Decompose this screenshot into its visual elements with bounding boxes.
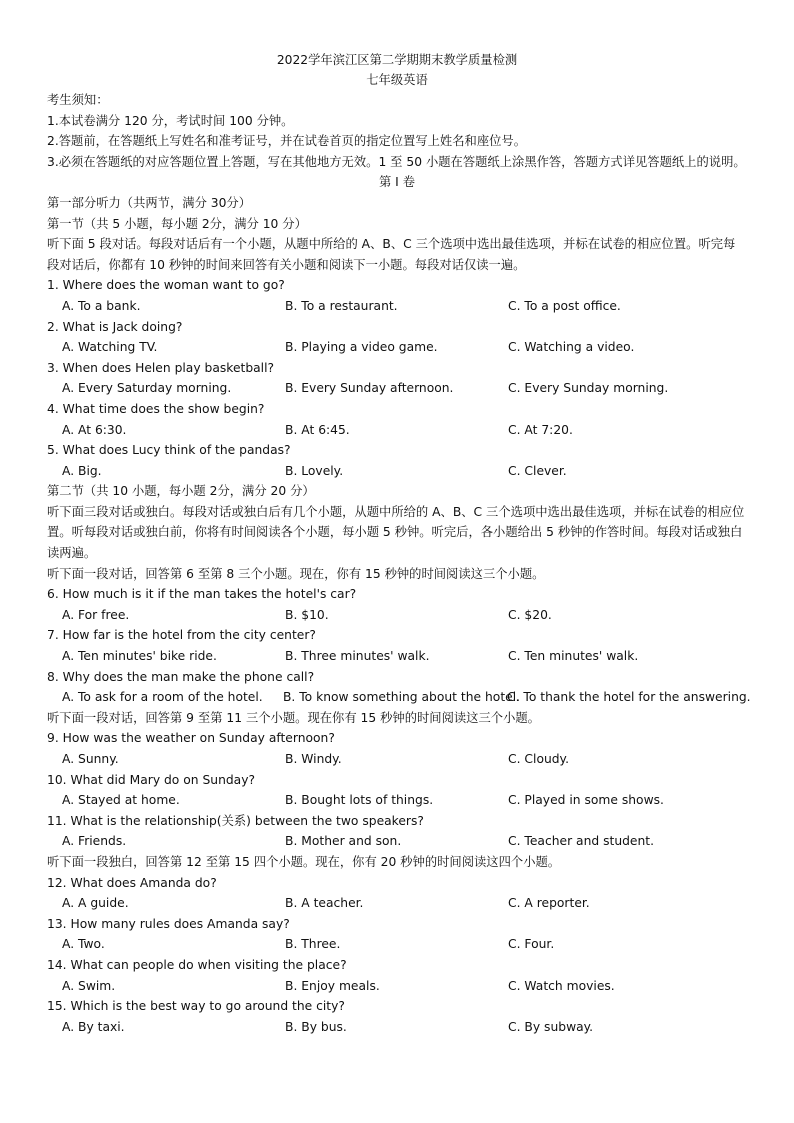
option-a: A. By taxi. <box>62 1019 125 1034</box>
section2-prompt-3: 听下面一段独白，回答第 12 至第 15 四个小题。现在，你有 20 秒钟的时间阅读这四个小题。 <box>47 854 561 869</box>
option-b: B. Mother and son. <box>285 834 402 849</box>
option-c: C. Teacher and student. <box>508 834 655 849</box>
option-a: A. Swim. <box>62 978 116 993</box>
option-c: C. By subway. <box>508 1019 594 1034</box>
notice-item-1: 1.本试卷满分 120 分，考试时间 100 分钟。 <box>47 113 294 128</box>
option-c: C. To a post office. <box>508 298 621 313</box>
exam-title: 2022学年滨江区第二学期期末教学质量检测 <box>276 53 518 67</box>
question-stem: 13. How many rules does Amanda say? <box>47 916 290 931</box>
option-c: C. Cloudy. <box>508 752 569 766</box>
exam-subtitle: 七年级英语 <box>366 73 428 87</box>
question-stem: 1. Where does the woman want to go? <box>47 278 285 293</box>
option-a: A. Ten minutes' bike ride. <box>62 649 217 664</box>
section1-heading: 第一节（共 5 小题，每小题 2分，满分 10 分） <box>47 216 307 231</box>
option-c: C. At 7:20. <box>508 422 573 437</box>
option-b: B. Every Sunday afternoon. <box>285 381 454 396</box>
question-options <box>47 934 747 955</box>
monologue-questions <box>47 873 747 1038</box>
option-b: B. Lovely. <box>285 463 344 478</box>
section2-heading: 第二节（共 10 小题，每小题 2分，满分 20 分） <box>47 484 315 499</box>
option-a: A. Sunny. <box>62 752 119 766</box>
option-b: B. To a restaurant. <box>285 298 398 313</box>
question-stem: 12. What does Amanda do? <box>47 875 217 890</box>
section2-prompt-1: 听下面一段对话，回答第 6 至第 8 三个小题。现在，你有 15 秒钟的时间阅读这三个小题。 <box>47 566 545 581</box>
question-options <box>47 378 747 399</box>
option-b: B. Enjoy meals. <box>285 978 380 993</box>
option-a: A. To ask for a room of the hotel. <box>62 690 263 705</box>
option-b: B. At 6:45. <box>285 422 350 437</box>
section2-prompt-2: 听下面一段对话，回答第 9 至第 11 三个小题。现在你有 15 秒钟的时间阅读这三个小题。 <box>47 710 540 725</box>
question-options <box>47 420 747 441</box>
volume-heading: 第 I 卷 <box>378 175 416 190</box>
option-a: A. To a bank. <box>62 298 141 313</box>
question-stem: 11. What is the relationship(关系) between the two speakers? <box>47 813 424 828</box>
option-a: A. Friends. <box>62 834 127 849</box>
option-b: B. Bought lots of things. <box>285 793 434 808</box>
question-stem: 10. What did Mary do on Sunday? <box>47 772 256 787</box>
option-a: A. Two. <box>62 937 105 952</box>
option-c: C. Ten minutes' walk. <box>508 649 639 664</box>
question-options <box>47 1017 747 1038</box>
question-stem: 15. Which is the best way to go around the city? <box>47 999 345 1014</box>
question-options <box>47 337 747 358</box>
option-c: C. Watching a video. <box>508 340 635 355</box>
question-stem: 8. Why does the man make the phone call? <box>47 669 315 684</box>
notice-item-3: 3.必须在答题纸的对应答题位置上答题，写在其他地方无效。1 至 50 小题在答题纸上涂黑作答，答题方式详见答题纸上的说明。 <box>47 154 746 169</box>
question-options <box>47 461 747 482</box>
question-stem: 7. How far is the hotel from the city center? <box>47 628 316 643</box>
question-stem: 2. What is Jack doing? <box>47 319 183 334</box>
option-a: A. A guide. <box>62 896 129 911</box>
exam-page <box>47 50 751 1037</box>
dialogue2-questions <box>47 728 747 852</box>
part1-heading: 第一部分听力（共两节，满分 30分） <box>47 195 252 210</box>
question-options <box>47 646 747 667</box>
option-a: A. Watching TV. <box>62 340 158 355</box>
question-options <box>47 976 747 997</box>
option-c: C. Every Sunday morning. <box>508 381 669 396</box>
option-a: A. Stayed at home. <box>62 793 180 808</box>
question-options <box>47 687 751 708</box>
option-a: A. Every Saturday morning. <box>62 381 232 396</box>
option-a: A. At 6:30. <box>62 422 127 437</box>
option-c: C. To thank the hotel for the answering. <box>507 690 751 705</box>
option-c: C. $20. <box>508 607 552 622</box>
question-options <box>47 605 747 626</box>
question-options <box>47 296 747 317</box>
option-c: C. Four. <box>508 937 555 952</box>
question-stem: 14. What can people do when visiting the place? <box>47 957 347 972</box>
option-b: B. By bus. <box>285 1019 347 1034</box>
notice-item-2: 2.答题前，在答题纸上写姓名和准考证号，并在试卷首页的指定位置写上姓名和座位号。 <box>47 134 527 149</box>
section2-instruction: 听下面三段对话或独白。每段对话或独白后有几个小题，从题中所给的 A、B、C 三个选项中选出最佳选项，并标在试卷的相应位置。听每段对话或独白前，你将有时间阅读各个小题，每小题 5 秒钟。听完后，各小题给出 5 秒钟的作答时间。每段对话或独白读两遍。 <box>47 504 745 561</box>
option-a: A. Big. <box>62 463 102 478</box>
question-options <box>47 790 747 811</box>
question-stem: 6. How much is it if the man takes the hotel's car? <box>47 587 357 602</box>
option-b: B. Three minutes' walk. <box>285 649 430 664</box>
option-b: B. Playing a video game. <box>285 340 438 355</box>
question-stem: 5. What does Lucy think of the pandas? <box>47 443 291 458</box>
question-stem: 9. How was the weather on Sunday afternoon? <box>47 731 335 746</box>
option-b: B. Three. <box>285 937 341 952</box>
dialogue1-questions <box>47 584 751 708</box>
option-c: C. Clever. <box>508 463 567 478</box>
option-b: B. To know something about the hotel. <box>283 690 521 705</box>
question-options <box>47 893 747 914</box>
option-c: C. Played in some shows. <box>508 793 664 808</box>
question-stem: 3. When does Helen play basketball? <box>47 360 275 375</box>
section1-instruction: 听下面 5 段对话。每段对话后有一个小题，从题中所给的 A、B、C 三个选项中选出最佳选项，并标在试卷的相应位置。听完每段对话后，你都有 10 秒钟的时间来回答有关小题和阅读下一小题。每段对话仅读一遍。 <box>47 237 736 272</box>
option-b: B. A teacher. <box>285 896 364 911</box>
notice-heading: 考生须知： <box>47 93 109 107</box>
option-c: C. Watch movies. <box>508 978 615 993</box>
section1-questions <box>47 275 747 481</box>
option-a: A. For free. <box>62 607 130 622</box>
option-c: C. A reporter. <box>508 896 590 911</box>
question-options <box>47 831 747 852</box>
option-b: B. $10. <box>285 607 329 622</box>
question-options <box>47 749 747 770</box>
option-b: B. Windy. <box>285 752 342 766</box>
question-stem: 4. What time does the show begin? <box>47 401 265 416</box>
